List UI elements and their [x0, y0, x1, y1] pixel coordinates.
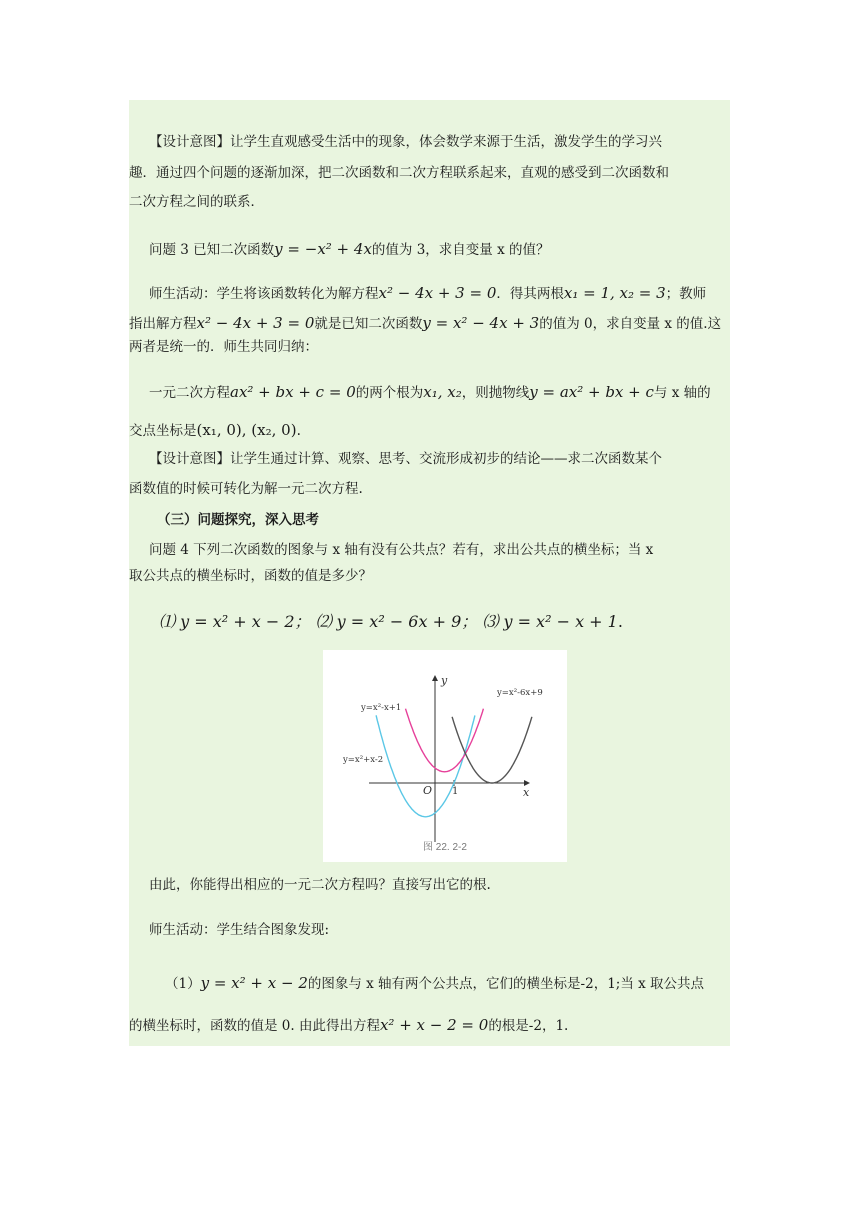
activity-2-text-b: 的横坐标时，函数的值是 0. 由此得出方程 — [129, 1018, 380, 1034]
activity-1-text-a: 师生活动：学生将该函数转化为解方程 — [149, 286, 379, 302]
three-quadratic-functions: ⑴ y = x² + x − 2； ⑵ y = x² − 6x + 9； ⑶ y = x² − x + 1 — [159, 612, 618, 631]
conclusion-text-b: 的两个根为 — [355, 385, 424, 401]
equation-x2-4x-3-b: x² − 4x + 3 = 0 — [196, 314, 315, 332]
activity-2-line-1: 师生活动：学生结合图象发现: — [149, 922, 330, 938]
question-3 — [129, 239, 730, 260]
activity-2-text-a: 的图象与 x 轴有两个公共点，它们的横坐标是-2，1;当 x 取公共点 — [307, 976, 705, 992]
design-intent-2-line-2: 函数值的时候可转化为解一元二次方程. — [129, 481, 363, 497]
figure-caption: 图 22. 2-2 — [423, 842, 467, 853]
general-parabola: y = ax² + bx + c — [529, 383, 654, 401]
conclusion-text-f: . — [296, 423, 301, 439]
activity-1-text-e: 就是已知二次函数 — [314, 316, 423, 332]
curve-y-x2-6x-9 — [452, 717, 532, 783]
conclusion-text-d: 与 x 轴的 — [653, 385, 711, 401]
general-roots: x₁, x₂ — [423, 383, 462, 401]
design-intent-1-line-1: 【设计意图】让学生直观感受生活中的现象，体会数学来源于生活，激发学生的学习兴 — [149, 134, 662, 150]
design-intent-1-line-3: 二次方程之间的联系． — [129, 194, 264, 210]
section-heading: （三）问题探究，深入思考 — [157, 512, 319, 528]
activity-1-line-2 — [129, 313, 730, 334]
curve-y-x2-x-1 — [406, 709, 484, 772]
activity-2-text-c: 的根是-2，1. — [488, 1018, 569, 1034]
question-3-suffix: 的值为 3，求自变量 x 的值？ — [371, 242, 550, 258]
document-page — [129, 100, 730, 1046]
activity-1-text-b: ．得其两根 — [496, 286, 564, 302]
conclusion-text-c: ，则抛物线 — [461, 385, 530, 401]
origin-label: O — [423, 784, 433, 797]
curve-y-x2-x-2 — [376, 715, 475, 817]
equation-x2-4x-3: x² − 4x + 3 = 0 — [378, 284, 497, 302]
activity-1-text-d: 指出解方程 — [129, 316, 197, 332]
question-3-prefix: 问题 3 已知二次函数 — [149, 242, 275, 258]
activity-2-line-2 — [129, 973, 730, 994]
conclusion-text-a: 一元二次方程 — [149, 385, 230, 401]
activity-1-line-3: 两者是统一的．师生共同归纳： — [129, 339, 318, 355]
conclusion-line-1 — [129, 382, 730, 403]
figure-22-2-2 — [323, 650, 567, 862]
label-f1: y=x²+x-2 — [343, 755, 384, 765]
label-f2: y=x²-6x+9 — [497, 688, 543, 698]
conclusion-line-2 — [129, 420, 730, 441]
activity-1-text-c: ；教师 — [665, 286, 707, 302]
intersection-points: (x₁, 0), (x₂, 0) — [196, 421, 297, 439]
question-4-line-2: 取公共点的横坐标时，函数的值是多少？ — [129, 568, 372, 584]
roots-1-3: x₁ = 1, x₂ = 3 — [563, 284, 666, 302]
design-intent-2-line-1: 【设计意图】让学生通过计算、观察、思考、交流形成初步的结论——求二次函数某个 — [149, 451, 662, 467]
question-4-line-1: 问题 4 下列二次函数的图象与 x 轴有没有公共点？若有，求出公共点的横坐标；当 x — [149, 542, 654, 558]
question-4-functions — [159, 610, 719, 634]
tick-one-label: 1 — [452, 786, 459, 797]
activity-2-line-3 — [129, 1015, 730, 1036]
function-y-x2-4x-3: y = x² − 4x + 3 — [422, 314, 540, 332]
general-quadratic-equation: ax² + bx + c = 0 — [230, 383, 356, 401]
design-intent-1-line-2: 趣．通过四个问题的逐渐加深，把二次函数和二次方程联系起来，直观的感受到二次函数和 — [129, 165, 669, 181]
activity-1-text-f: 的值为 0，求自变量 x 的值.这 — [539, 316, 722, 332]
question-4-followup: 由此，你能得出相应的一元二次方程吗？直接写出它的根. — [149, 877, 491, 893]
item-number-1: （1） — [165, 976, 201, 992]
y-axis-label: y — [441, 674, 448, 687]
functions-end-period: . — [617, 612, 623, 631]
function-y-x2-x-2: y = x² + x − 2 — [200, 974, 308, 992]
x-axis-label: x — [523, 786, 530, 799]
equation-x2-x-2: x² + x − 2 = 0 — [379, 1016, 489, 1034]
activity-1-line-1 — [129, 283, 730, 304]
question-3-function: y = −x² + 4x — [274, 240, 372, 258]
label-f3: y=x²-x+1 — [361, 703, 402, 713]
parabola-graph — [323, 650, 567, 862]
conclusion-text-e: 交点坐标是 — [129, 423, 197, 439]
